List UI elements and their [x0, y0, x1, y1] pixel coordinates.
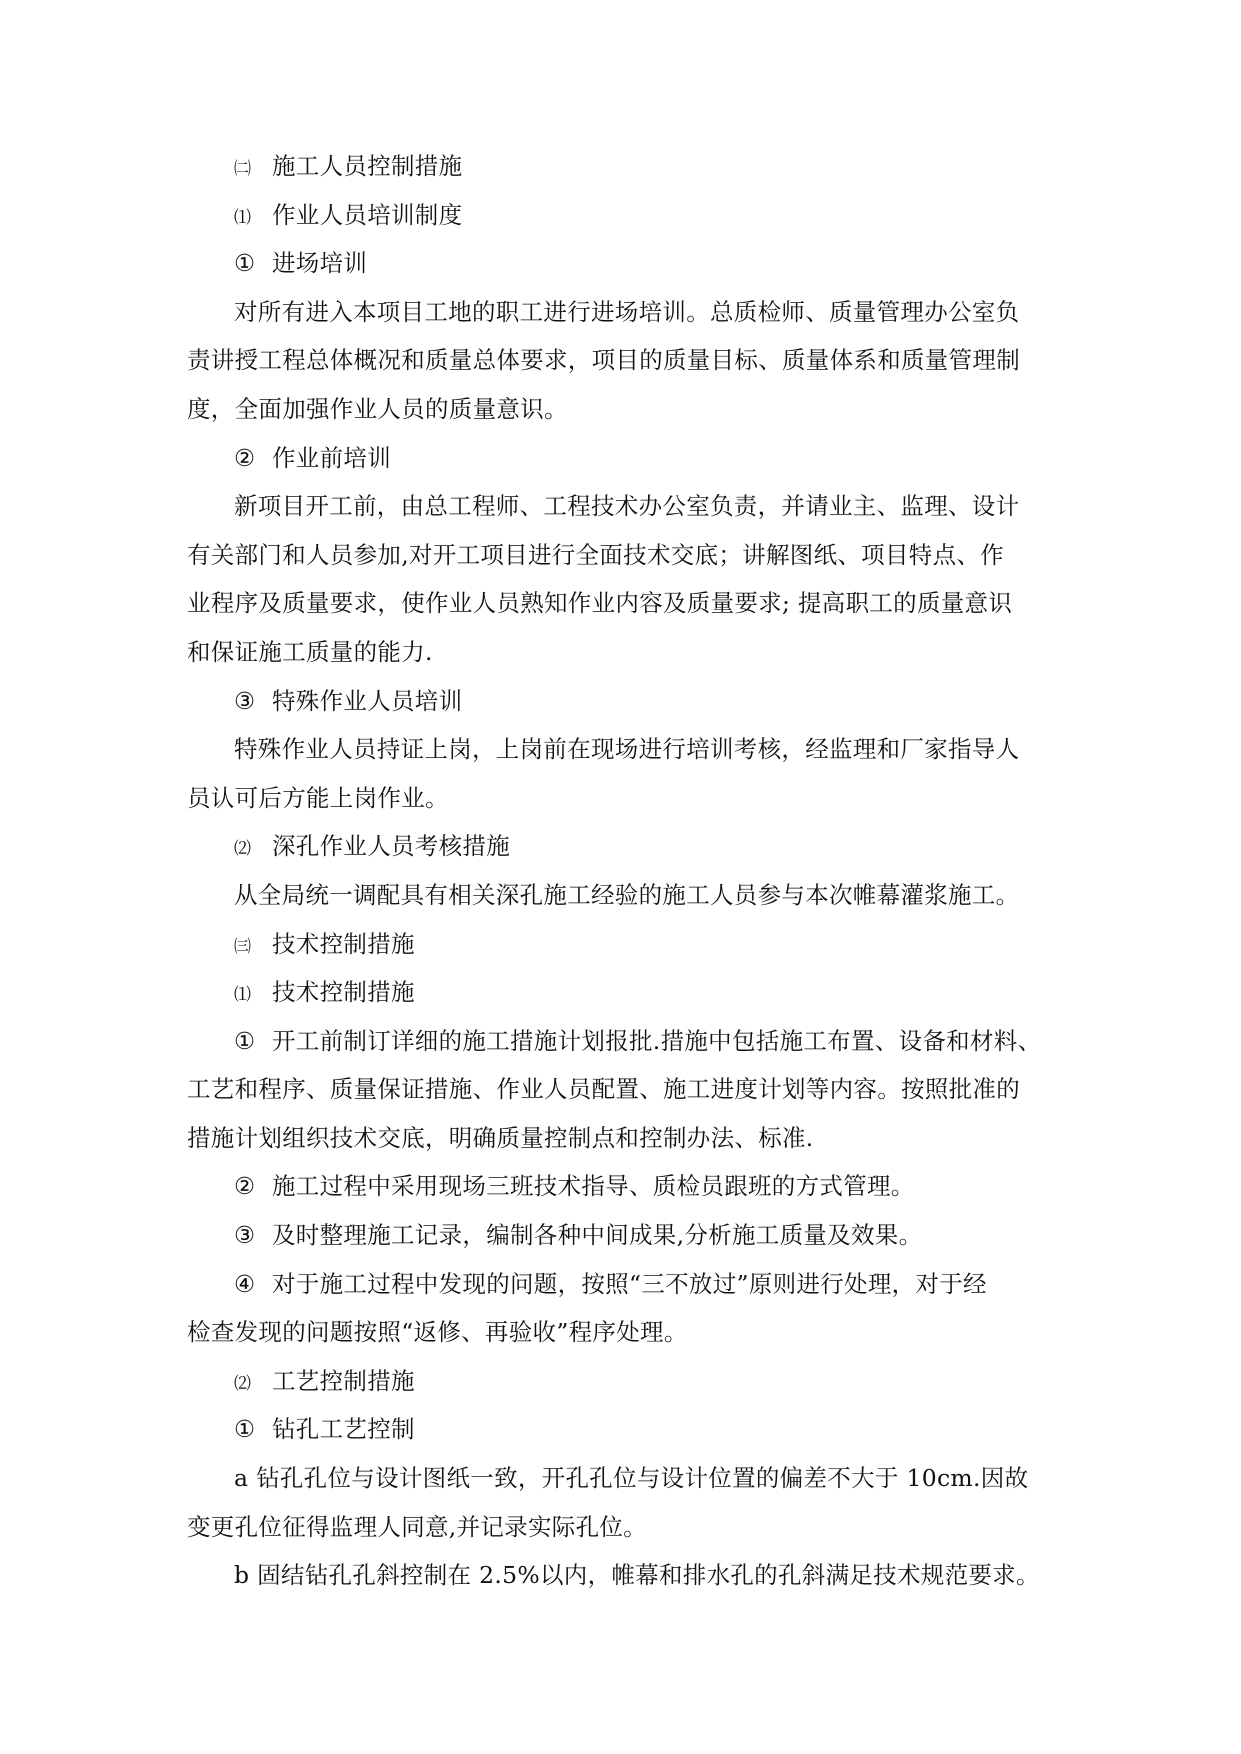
paragraph-line: 工艺和程序、质量保证措施、作业人员配置、施工进度计划等内容。按照批准的	[187, 1075, 1020, 1104]
paragraph-line: 度，全面加强作业人员的质量意识。	[187, 394, 568, 423]
paragraph-line: a 钻孔孔位与设计图纸一致，开孔孔位与设计位置的偏差不大于 10cm.因故	[234, 1464, 1029, 1493]
subsection-heading-deep-hole-assessment	[187, 822, 1057, 871]
subsection-heading-process-control	[187, 1357, 1057, 1406]
item-line-shift-guidance	[187, 1162, 1057, 1211]
paragraph-line: 业程序及质量要求，使作业人员熟知作业内容及质量要求; 提高职工的质量意识	[187, 589, 1013, 618]
heading-text: 作业人员培训制度	[272, 200, 463, 229]
paragraph-line: 检查发现的问题按照“返修、再验收”程序处理。	[187, 1318, 688, 1347]
subsection-marker: ⑴	[234, 207, 252, 228]
item-line-construction-plan	[187, 1017, 1057, 1066]
item-marker: ②	[234, 443, 256, 472]
item-marker: ①	[234, 249, 256, 278]
heading-text: 工艺控制措施	[272, 1366, 415, 1395]
subsection-heading-technical-control	[187, 968, 1057, 1017]
paragraph-line: 和保证施工质量的能力.	[187, 637, 433, 666]
heading-text: 技术控制措施	[272, 929, 415, 958]
heading-text: 深孔作业人员考核措施	[272, 832, 510, 861]
item-heading-special-worker-training	[187, 677, 1057, 726]
item-marker: ①	[234, 1415, 256, 1444]
paragraph-line: 变更孔位征得监理人同意,并记录实际孔位。	[187, 1512, 647, 1541]
item-marker: ①	[234, 1026, 256, 1055]
paragraph-text: 及时整理施工记录，编制各种中间成果,分析施工质量及效果。	[272, 1221, 923, 1250]
heading-text: 作业前培训	[272, 443, 391, 472]
item-marker: ④	[234, 1269, 256, 1298]
item-marker: ③	[234, 1221, 256, 1250]
section-heading-personnel-control	[187, 142, 1057, 191]
section-heading-technical-control	[187, 920, 1057, 969]
item-marker: ②	[234, 1172, 256, 1201]
subsection-heading-training-system	[187, 191, 1057, 240]
paragraph-line: 新项目开工前，由总工程师、工程技术办公室负责，并请业主、监理、设计	[234, 492, 1020, 521]
subsection-marker: ⑴	[234, 985, 252, 1006]
subsection-marker: ⑵	[234, 1373, 252, 1394]
item-marker: ③	[234, 686, 256, 715]
heading-text: 施工人员控制措施	[272, 152, 463, 180]
paragraph-line: b 固结钻孔孔斜控制在 2.5%以内，帷幕和排水孔的孔斜满足技术规范要求。	[234, 1561, 1040, 1590]
item-heading-pre-work-training	[187, 434, 1057, 483]
paragraph-text: 施工过程中采用现场三班技术指导、质检员跟班的方式管理。	[272, 1172, 915, 1201]
paragraph-line: 从全局统一调配具有相关深孔施工经验的施工人员参与本次帷幕灌浆施工。	[234, 880, 1020, 909]
section-marker: ㈡	[234, 159, 252, 179]
item-line-records	[187, 1211, 1057, 1260]
subsection-marker: ⑵	[234, 839, 252, 860]
paragraph-text: 开工前制订详细的施工措施计划报批.措施中包括施工布置、设备和材料、	[272, 1026, 1042, 1055]
heading-text: 钻孔工艺控制	[272, 1415, 415, 1444]
section-marker: ㈢	[234, 936, 252, 957]
heading-text: 特殊作业人员培训	[272, 686, 463, 715]
item-heading-site-training	[187, 239, 1057, 288]
heading-text: 技术控制措施	[272, 978, 415, 1007]
item-heading-drilling-control	[187, 1405, 1057, 1454]
paragraph-line: 员认可后方能上岗作业。	[187, 783, 449, 812]
heading-text: 进场培训	[272, 249, 368, 278]
paragraph-line: 措施计划组织技术交底，明确质量控制点和控制办法、标准.	[187, 1123, 814, 1152]
paragraph-line: 有关部门和人员参加,对开工项目进行全面技术交底；讲解图纸、项目特点、作	[187, 540, 1004, 569]
item-line-problem-handling	[187, 1260, 1057, 1309]
paragraph-line: 特殊作业人员持证上岗，上岗前在现场进行培训考核，经监理和厂家指导人	[234, 735, 1020, 764]
paragraph-line: 对所有进入本项目工地的职工进行进场培训。总质检师、质量管理办公室负	[234, 297, 1020, 326]
document-body	[187, 142, 1057, 1600]
paragraph-text: 对于施工过程中发现的问题，按照“三不放过”原则进行处理，对于经	[272, 1269, 987, 1298]
paragraph-line: 责讲授工程总体概况和质量总体要求，项目的质量目标、质量体系和质量管理制	[187, 346, 1020, 375]
